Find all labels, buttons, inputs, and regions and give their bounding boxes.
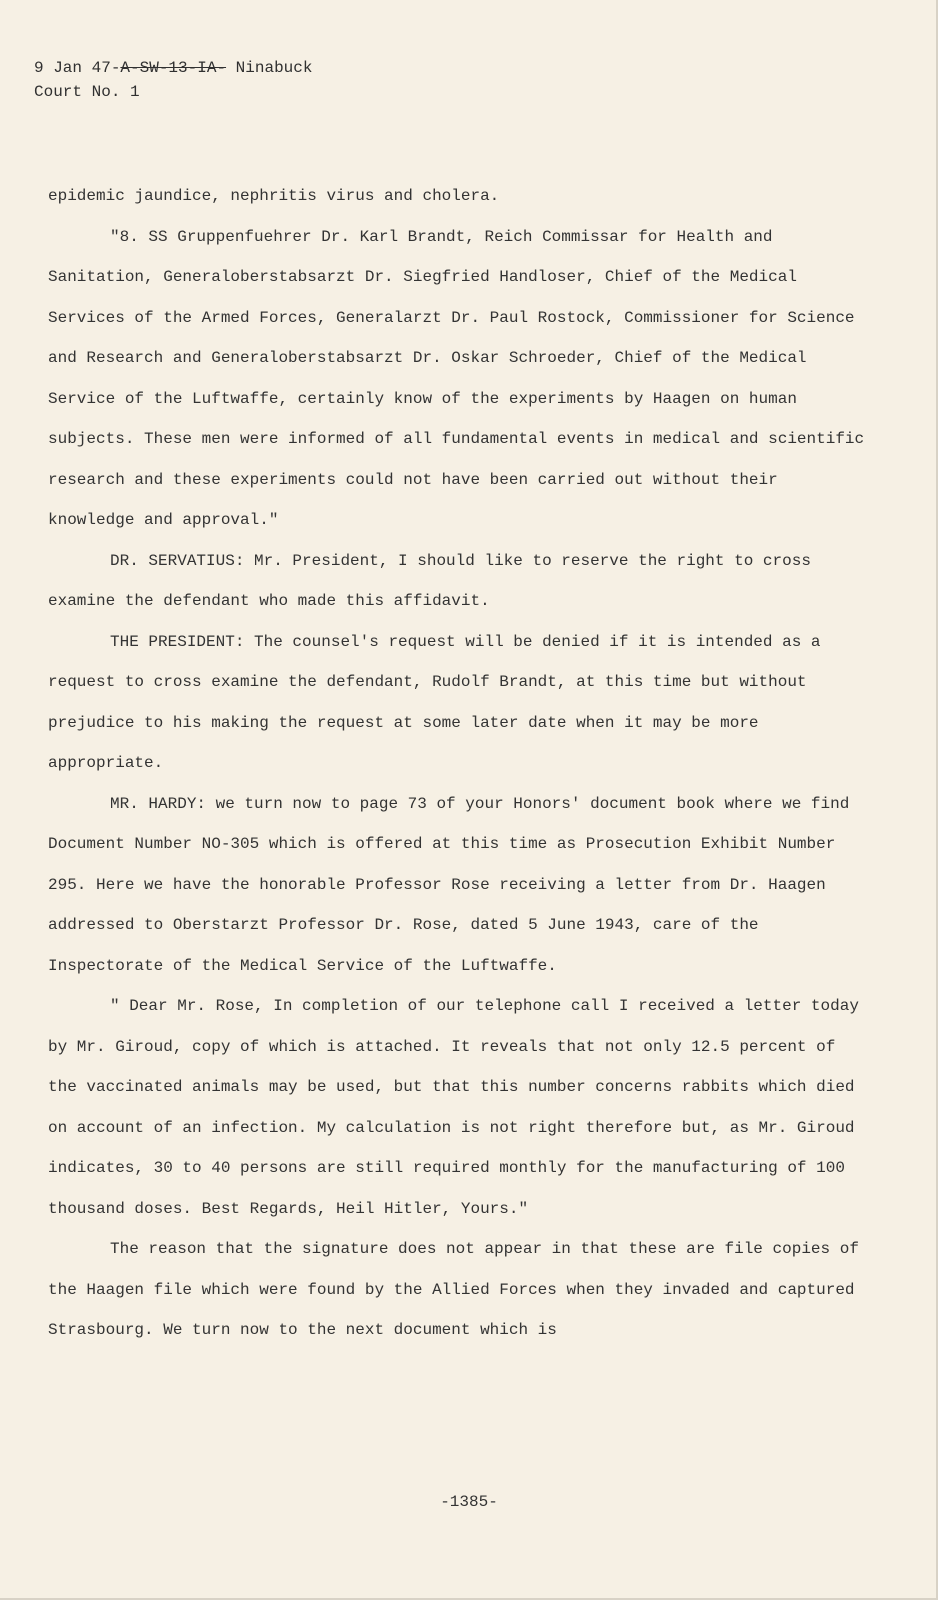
header-court: Court No. 1 (34, 83, 140, 101)
paragraph-6: " Dear Mr. Rose, In completion of our telephone call I received a letter today by Mr. Giroud, copy of which is attached. It reveals that not only 12.5 percent of the vaccinated animals may be used, but that this number concerns rabbits which died on account of an infection. My calculation is not right therefore but, as Mr. Giroud indicates, 30 to 40 persons are still required monthly for the manufacturing of 100 thousand doses. Best Regards, Heil Hitler, Yours." (48, 997, 859, 1218)
paragraph-1: epidemic jaundice, nephritis virus and cholera. (48, 187, 500, 205)
paragraph-2: "8. SS Gruppenfuehrer Dr. Karl Brandt, Reich Commissar for Health and Sanitation, Generaloberstabsarzt Dr. Siegfried Handloser, Chief of the Medical Services of the Armed Forces, Generalarzt Dr. Paul Rostock, Commissioner for Science and Research and Generaloberstabsarzt Dr. Oskar Schroeder, Chief of the Medical Service of the Luftwaffe, certainly know of the experiments by Haagen on human subjects. These men were informed of all fundamental events in medical and scientific research and these experiments could not have been carried out without their knowledge and approval." (48, 227, 865, 529)
header-reference-line (34, 56, 312, 80)
header-struck-code: A-SW-13-IA- (120, 59, 227, 77)
transcript-body (48, 176, 868, 1351)
paragraph-7: The reason that the signature does not appear in that these are file copies of the Haagen file which were found by the Allied Forces when they invaded and captured Strasbourg. We turn now to the next document which is (48, 1240, 859, 1339)
page-number: -1385- (440, 1493, 498, 1511)
paragraph-5: MR. HARDY: we turn now to page 73 of your Honors' document book where we find Document Number NO-305 which is offered at this time as Prosecution Exhibit Number 295. Here we have the honorable Professor Rose receiving a letter from Dr. Haagen addressed to Oberstarzt Professor Dr. Rose, dated 5 June 1943, care of the Inspectorate of the Medical Service of the Luftwaffe. (48, 794, 850, 975)
paragraph-4: THE PRESIDENT: The counsel's request will be denied if it is intended as a request to cross examine the defendant, Rudolf Brandt, at this time but without prejudice to his making the request at some later date when it may be more appropriate. (48, 632, 821, 772)
header-name: Ninabuck (235, 59, 313, 77)
header-date: 9 Jan 47- (34, 59, 121, 77)
paragraph-3: DR. SERVATIUS: Mr. President, I should like to reserve the right to cross examine the defendant who made this affidavit. (48, 551, 811, 610)
document-header (34, 56, 312, 104)
